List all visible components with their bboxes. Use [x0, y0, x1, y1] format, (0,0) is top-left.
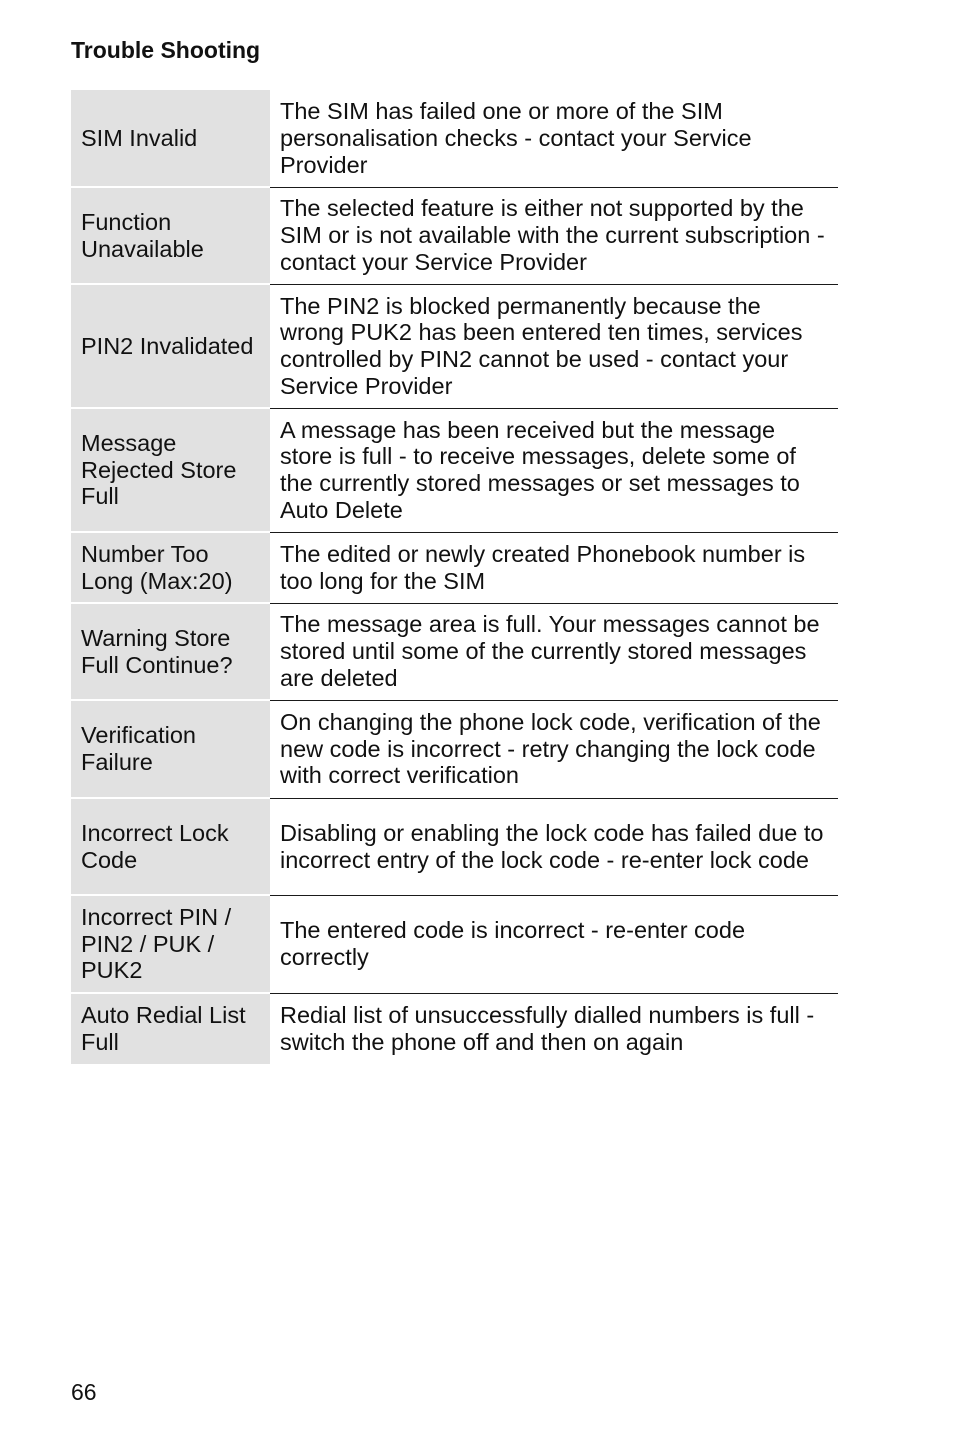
message-cell: Incorrect Lock Code: [71, 798, 270, 895]
description-cell: The entered code is incorrect - re-enter code correctly: [270, 895, 838, 993]
table-row: [71, 90, 838, 187]
page-number: 66: [71, 1379, 97, 1405]
message-cell: Function Unavailable: [71, 187, 270, 284]
description-cell: The SIM has failed one or more of the SIM personalisation checks - contact your Service Provider: [270, 90, 838, 187]
description-cell: The message area is full. Your messages cannot be stored until some of the currently stored messages are deleted: [270, 603, 838, 700]
table-row: [71, 187, 838, 284]
trouble-shooting-table: [71, 90, 838, 1064]
message-cell: Message Rejected Store Full: [71, 408, 270, 532]
message-cell: SIM Invalid: [71, 90, 270, 187]
table-row: [71, 408, 838, 532]
table-row: [71, 603, 838, 700]
description-cell: Disabling or enabling the lock code has failed due to incorrect entry of the lock code - re-enter lock code: [270, 798, 838, 895]
section-title: Trouble Shooting: [71, 37, 261, 63]
description-cell: The edited or newly created Phonebook number is too long for the SIM: [270, 532, 838, 603]
table-row: [71, 895, 838, 993]
message-cell: Incorrect PIN / PIN2 / PUK / PUK2: [71, 895, 270, 993]
message-cell: PIN2 Invalidated: [71, 284, 270, 408]
description-cell: The PIN2 is blocked permanently because the wrong PUK2 has been entered ten times, services controlled by PIN2 cannot be used - contact your Service Provider: [270, 284, 838, 408]
table-row: [71, 993, 838, 1064]
table-row: [71, 284, 838, 408]
description-cell: Redial list of unsuccessfully dialled numbers is full - switch the phone off and then on again: [280, 1002, 815, 1055]
message-cell: Number Too Long (Max:20): [71, 532, 270, 603]
description-cell: The selected feature is either not supported by the SIM or is not available with the current subscription - contact your Service Provider: [270, 187, 838, 284]
table-row: [71, 532, 838, 603]
message-cell: Warning Store Full Continue?: [71, 603, 270, 700]
table-row: [71, 798, 838, 895]
description-cell: A message has been received but the message store is full - to receive messages, delete some of the currently stored messages or set messages to Auto Delete: [270, 408, 838, 532]
message-cell: Verification Failure: [71, 700, 270, 798]
description-cell: On changing the phone lock code, verification of the new code is incorrect - retry changing the lock code with correct verification: [270, 700, 838, 798]
message-cell: Auto Redial List Full: [71, 993, 270, 1064]
table-row: [71, 700, 838, 798]
